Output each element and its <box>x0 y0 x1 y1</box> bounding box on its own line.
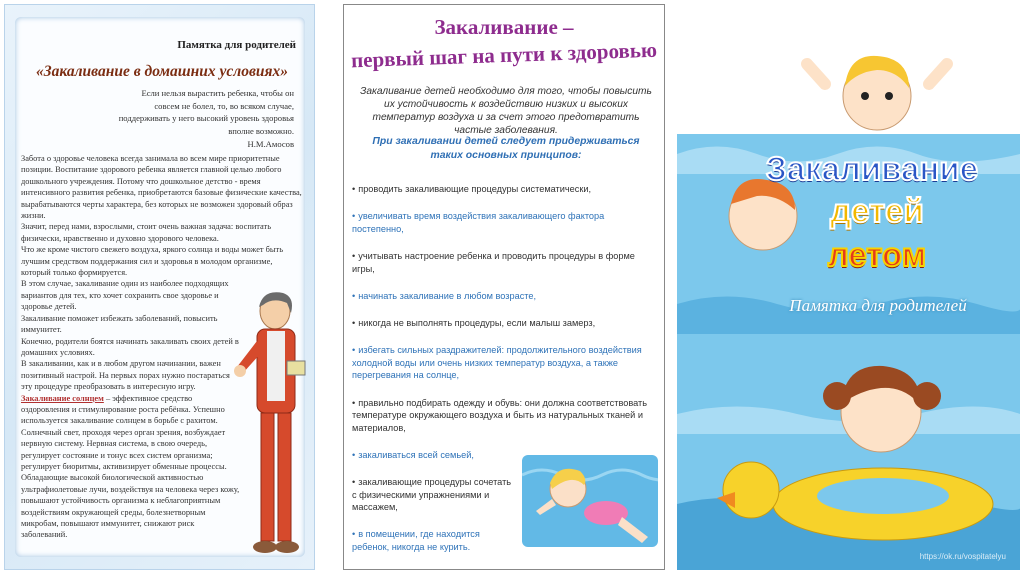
sun-label: Закаливание солнцем <box>21 393 104 403</box>
memo-cover-summer <box>677 4 1020 570</box>
sun-text: – эффективное средство оздоровления и стимулирование роста ребёнка. Успешно используется закаливание солнцем в борьбе с рахитом. Солнечный свет, проходя через орган зрения, возбуждает нервную систему. Нервная система, в свою очередь, регулирует состояние и тонус всех систем организма; регулирует биоритмы, активизирует обменные процессы. Обладающие высокой биологической активностью ультрафиолетовые лучи, воздействуя на человека через кожу, повышают устойчивость организма к неблагоприятным воздействиям окружающей среды, болезнетворным микробам, повышают иммунитет, снижают риск заболеваний. <box>21 393 240 540</box>
list-item: • увеличивать время воздействия закаливающего фактора постепенно, <box>352 211 605 234</box>
paragraph: Конечно, родители боятся начинать закаливать своих детей в домашних условиях. <box>21 336 239 357</box>
memo-title: «Закаливание в домашних условиях» <box>35 63 288 80</box>
paragraph: Что же кроме чистого свежего воздуха, яркого солнца и воды может быть лучшим средством поддержания сил и здоровья в молодом организме, который только формируется. <box>21 245 284 278</box>
swimming-child-illustration <box>522 455 658 547</box>
list-item: • никогда не выполнять процедуры, если малыш замерз, <box>352 317 596 328</box>
epigraph: Если нельзя вырастить ребенка, чтобы он совсем не болел, то, во всяком случае, поддерживать у него высокий уровень здоровья вполне возможно. <box>118 88 294 136</box>
paragraph: В этом случае, закаливание один из наиболее подходящих вариантов для тех, кто хочет сохранить свое здоровье и здоровье детей. <box>21 279 229 312</box>
cover-subtitle: Памятка для родителей <box>789 296 967 315</box>
cover-title-line3: летом <box>827 236 927 273</box>
paragraph: В закаливании, как и в любом другом начинании, важен позитивный настрой. На первых порах нужно постараться эту процедуре преобразовать в интересную игру. <box>21 359 230 392</box>
list-item: • избегать сильных раздражителей: продолжительного воздействия холодной воды или очень низких температур воздуха, а также перегревания на солнце, <box>352 345 642 381</box>
list-item: • закаливающие процедуры сочетать с физическими упражнениями и массажем, <box>352 477 512 513</box>
principles-title-line1: Закаливание – <box>434 15 574 39</box>
teacher-illustration <box>233 291 313 561</box>
list-item: • в помещении, где находится ребенок, никогда не курить. <box>352 529 480 553</box>
epigraph-author: Н.М.Амосов <box>247 139 294 149</box>
cover-title-line1: Закаливание <box>766 150 978 187</box>
list-item: • правильно подбирать одежду и обувь: они должна соответствовать температуре окружающего воздуха и быть из натуральных тканей и материалов, <box>352 397 648 433</box>
list-item: • учитывать настроение ребенка и проводить процедуры в форме игры, <box>352 250 635 274</box>
list-item: • закаливаться всей семьей, <box>352 449 474 460</box>
memo-panel-home-hardening <box>4 4 315 570</box>
list-item: • начинать закаливание в любом возрасте, <box>352 290 537 301</box>
principles-subtitle: При закаливании детей следует придерживаться таких основных принципов: <box>372 136 640 161</box>
source-url: https://ok.ru/vospitatelyu <box>919 552 1006 561</box>
paragraph: Закаливание поможет избежать заболеваний, повысить иммунитет. <box>21 313 218 335</box>
principles-intro: Закаливание детей необходимо для того, чтобы повысить их устойчивость к воздействию низких и высоких температур воздуха и за счет этого предотвратить частые заболевания. <box>360 86 652 136</box>
memo-header: Памятка для родителей <box>177 39 296 51</box>
principles-title-line2: первый шаг на пути к здоровью <box>350 37 658 73</box>
pool-water-illustration <box>677 4 1020 570</box>
list-item: • проводить закаливающие процедуры систематически, <box>352 184 592 194</box>
memo-panel-principles <box>343 4 665 570</box>
paragraph: Значит, перед нами, взрослыми, стоит очень важная задача: воспитать физически, нравственно и духовно здорового человека. <box>21 222 272 243</box>
sun-paragraph <box>21 393 241 541</box>
paragraph: Забота о здоровье человека всегда занимала во всем мире приоритетные позиции. Воспитание здорового ребенка является главной целью любого дошкольного учреждения. Потому что дошкольное детство - время интенсивного развития ребенка, приобретаются базовые физические качества, вырабатываются черты характера, без которых не возможен здоровый образ жизни. <box>21 154 302 221</box>
cover-title-line2: детей <box>830 192 924 229</box>
